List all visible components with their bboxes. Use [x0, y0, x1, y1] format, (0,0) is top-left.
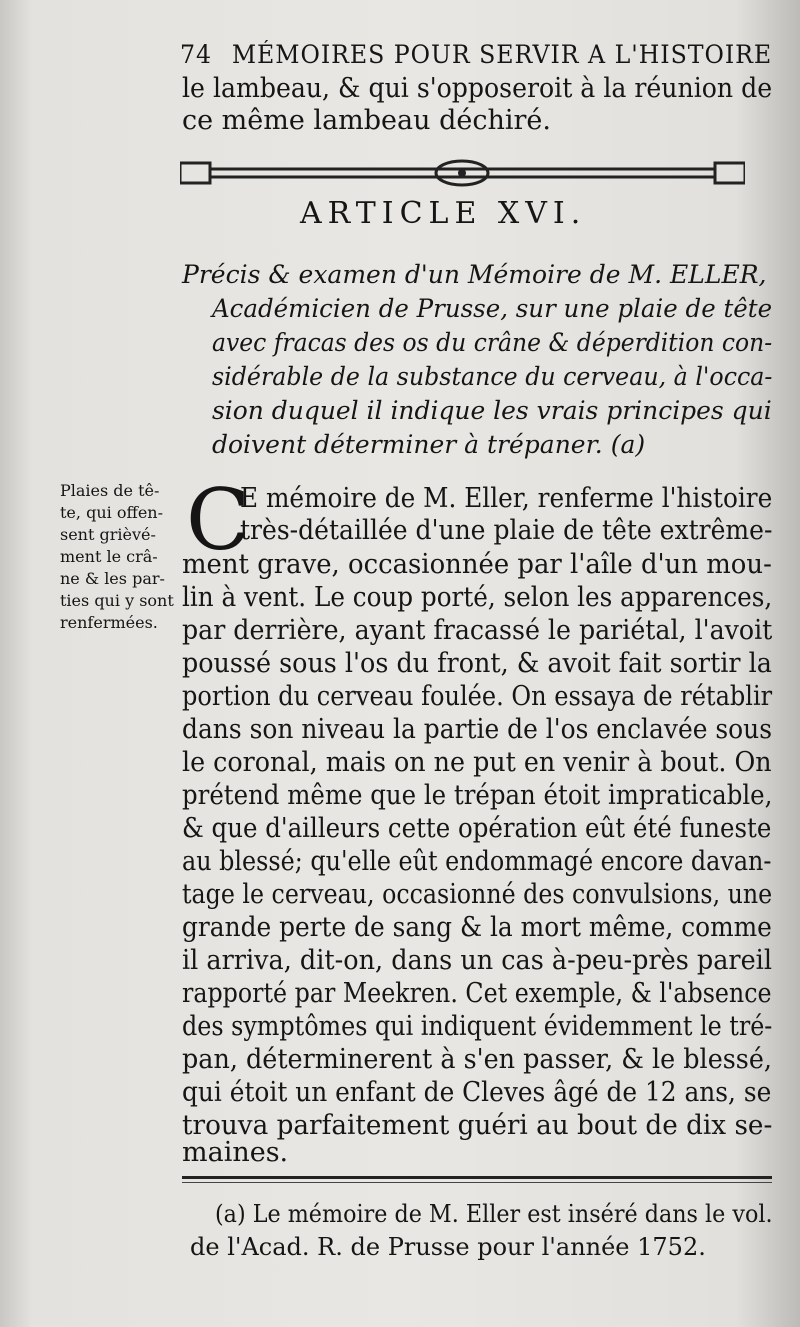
summary-line: sion duquel il indique les vrais principes qui — [212, 396, 772, 425]
body-line: prétend même que le trépan étoit impraticable, — [182, 780, 773, 811]
body-line: poussé sous l'os du front, & avoit fait sortir la — [182, 648, 772, 679]
body-line: ment grave, occasionnée par l'aîle d'un mou- — [182, 549, 772, 580]
body-line: dans son niveau la partie de l'os enclavée sous — [182, 714, 773, 745]
body-line: très-détaillée d'une plaie de tête extrême- — [240, 515, 773, 546]
margin-note-line: Plaies de tê- — [60, 481, 160, 500]
body-line: trouva parfaitement guéri au bout de dix se- — [182, 1110, 773, 1141]
summary-line: doivent déterminer à trépaner. (a) — [212, 430, 646, 459]
body-line: E mémoire de M. Eller, renferme l'histoire — [240, 483, 773, 514]
body-line: au blessé; qu'elle eût endommagé encore davan- — [182, 846, 772, 877]
page-number: 74 — [180, 40, 213, 69]
body-line: il arriva, dit-on, dans un cas à-peu-près pareil — [182, 945, 772, 976]
article-heading: ARTICLE XVI. — [300, 196, 587, 231]
ornamental-divider — [180, 157, 745, 189]
body-line: qui étoit un enfant de Cleves âgé de 12 ans, se — [182, 1077, 772, 1108]
running-header — [180, 40, 773, 69]
body-line: tage le cerveau, occasionné des convulsions, une — [182, 879, 773, 910]
footnote-line: de l'Acad. R. de Prusse pour l'année 1752. — [190, 1233, 706, 1261]
footnote-line: (a) Le mémoire de M. Eller est inséré dans le vol. — [215, 1200, 773, 1228]
body-line: le coronal, mais on ne put en venir à bout. On — [182, 747, 772, 778]
margin-note — [60, 480, 180, 634]
margin-note-line: sent grièvé- — [60, 525, 156, 544]
body-line: des symptômes qui indiquent évidemment le tré- — [182, 1011, 773, 1042]
margin-note-line: renfermées. — [60, 613, 158, 632]
running-title: MÉMOIRES POUR SERVIR A L'HISTOIRE — [231, 40, 773, 69]
body-line: rapporté par Meekren. Cet exemple, & l'absence — [182, 978, 772, 1009]
margin-note-line: te, qui offen- — [60, 503, 163, 522]
summary-line: Précis & examen d'un Mémoire de M. ELLER, — [182, 260, 767, 289]
footnote-rule-thin — [182, 1182, 772, 1183]
summary-line: Académicien de Prusse, sur une plaie de tête — [212, 294, 773, 323]
body-line: grande perte de sang & la mort même, comme — [182, 912, 772, 943]
margin-note-line: ties qui y sont — [60, 591, 174, 610]
text-line: le lambeau, & qui s'opposeroit à la réunion de — [182, 73, 773, 104]
body-line: par derrière, ayant fracassé le pariétal, l'avoit — [182, 615, 773, 646]
body-line: lin à vent. Le coup porté, selon les apparences, — [182, 582, 773, 613]
drop-cap: C — [186, 471, 251, 569]
body-line: maines. — [182, 1137, 289, 1168]
footnote-rule — [182, 1176, 772, 1179]
body-line: pan, déterminerent à s'en passer, & le blessé, — [182, 1044, 773, 1075]
body-line: portion du cerveau foulée. On essaya de rétablir — [182, 681, 773, 712]
body-line: & que d'ailleurs cette opération eût été funeste — [182, 813, 772, 844]
summary-line: sidérable de la substance du cerveau, à l'occa- — [212, 362, 773, 391]
summary-line: avec fracas des os du crâne & déperdition con- — [212, 328, 773, 357]
text-line: ce même lambeau déchiré. — [182, 105, 551, 136]
margin-note-line: ne & les par- — [60, 569, 165, 588]
margin-note-line: ment le crâ- — [60, 547, 158, 566]
